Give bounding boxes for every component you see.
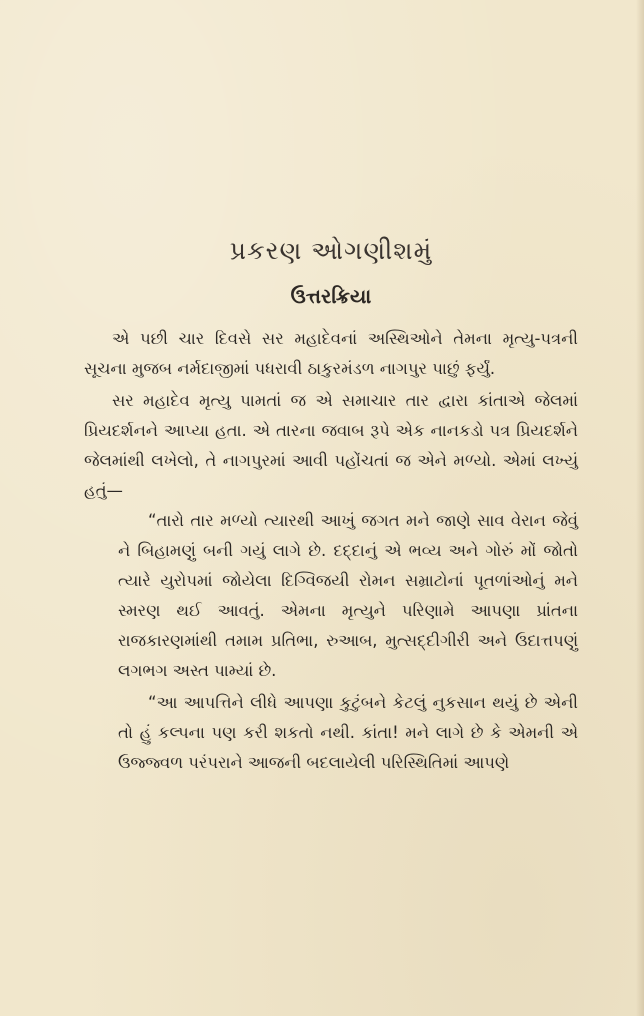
- page-edge-shadow: [636, 0, 644, 1016]
- page-content: [84, 236, 578, 778]
- quoted-letter: [118, 506, 578, 778]
- quote-paragraph-1: “તારો તાર મળ્યો ત્યારથી આખું જગત મને જાણે સાવ વેરાન જેવું ને બિહામણું બની ગયું લાગે છે. દદ્દાનું એ ભવ્ય અને ગોરું મોં જોતો ત્યારે યુરોપમાં જોયેલા દિગ્વિજયી રોમન સમ્રાટોનાં પૂતળાંઓનું મને સ્મરણ થઈ આવતું. એમના મૃત્યુને પરિણામે આપણા પ્રાંતના રાજકારણમાંથી તમામ પ્રતિભા, રુઆબ, મુત્સદ્દીગીરી અને ઉદાત્તપણું લગભગ અસ્ત પામ્યાં છે.: [118, 511, 578, 680]
- body-paragraph-1: એ પછી ચાર દિવસે સર મહાદેવનાં અસ્થિઓને તેમના મૃત્યુ-પત્રની સૂચના મુજબ નર્મદાજીમાં પધરાવી ઠાકુરમંડળ નાગપુર પાછું ફર્યું.: [84, 329, 578, 378]
- chapter-title: પ્રકરણ ઓગણીશમું: [229, 236, 433, 265]
- quote-paragraph-2: “આ આપત્તિને લીધે આપણા કુટુંબને કેટલું નુકસાન થયું છે એની તો હું કલ્પના પણ કરી શકતો નથી. કાંતા! મને લાગે છે કે એમની એ ઉજ્જ્વળ પરંપરાને આજની બદલાયેલી પરિસ્થિતિમાં આપણે: [118, 693, 578, 772]
- section-title: ઉત્તરક્રિયા: [290, 284, 372, 308]
- body-paragraph-2: સર મહાદેવ મૃત્યુ પામતાં જ એ સમાચાર તાર દ્વારા કાંતાએ જેલમાં પ્રિયદર્શનને આપ્યા હતા. એ તારના જવાબ રૂપે એક નાનકડો પત્ર પ્રિયદર્શને જેલમાંથી લખેલો, તે નાગપુરમાં આવી પહોંચતાં જ એને મળ્યો. એમાં લખ્યું હતું—: [84, 391, 578, 500]
